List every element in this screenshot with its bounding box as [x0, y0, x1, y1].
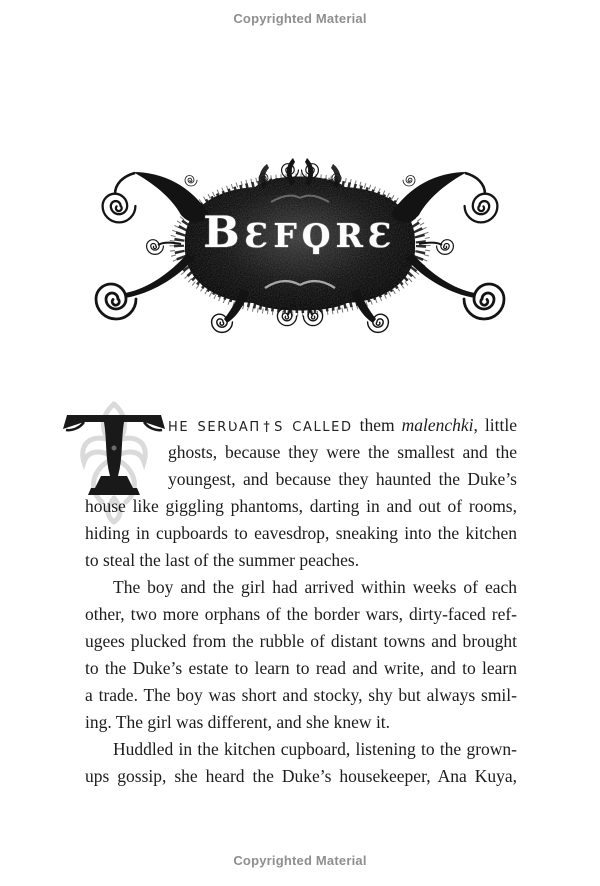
italic-word: malenchki	[401, 415, 474, 435]
text-line: to the Duke’s estate to learn to read and write, and to learn	[85, 658, 517, 678]
dropcap-initial-T	[85, 412, 168, 493]
body-text	[85, 412, 517, 790]
text-line: ugees plucked from the rubble of distant towns and brought	[85, 631, 517, 651]
chapter-ornament	[95, 152, 505, 348]
text-line: to steal the last of the summer peaches.	[85, 550, 360, 570]
text-line: other, two more orphans of the border wars, dirty-faced ref-	[85, 604, 517, 624]
text-line: youngest, and because they haunted the Duke’s	[168, 469, 517, 489]
text-run: , little	[473, 415, 517, 435]
text-line: ghosts, because they were the smallest and the	[168, 442, 517, 462]
text-line: ups gossip, she heard the Duke’s housekeeper, Ana Kuya,	[85, 766, 517, 786]
text-line: Huddled in the kitchen cupboard, listening to the grown-	[113, 739, 517, 759]
text-line: ing. The girl was different, and she knew it.	[85, 712, 391, 732]
copyright-label-top: Copyrighted Material	[233, 11, 367, 26]
text-line: The boy and the girl had arrived within weeks of each	[113, 577, 517, 597]
smallcaps-opener: HE SERƲAΠ†S CALLED	[168, 420, 353, 435]
text-line: hiding in cupboards to eavesdrop, sneaking into the kitchen	[85, 523, 517, 543]
text-line: a trade. The boy was short and stocky, shy but always smil-	[85, 685, 517, 705]
chapter-title	[95, 210, 505, 257]
text-run: them	[352, 415, 402, 435]
text-line: house like giggling phantoms, darting in and out of rooms,	[85, 496, 517, 516]
chapter-title-rest: ƐFϘRƐ	[244, 216, 397, 255]
copyright-label-bottom: Copyrighted Material	[233, 853, 367, 868]
chapter-title-initial: B	[203, 208, 245, 258]
